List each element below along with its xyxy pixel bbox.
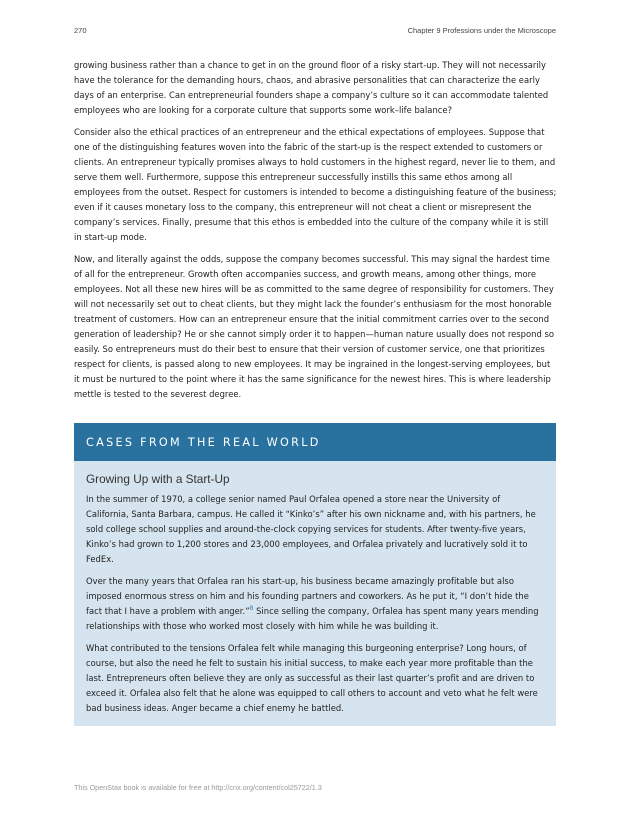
page-number: 270 bbox=[74, 26, 87, 35]
feature-paragraph-text: Over the many years that Orfalea ran his start-up, his business became amazingly profitable but also imposed enormous stress on him and his founding partners and coworkers. As he put it, “I don’t hide the fact that I have a problem with anger.” bbox=[86, 576, 529, 616]
feature-paragraph: What contributed to the tensions Orfalea felt while managing this burgeoning enterprise? Long hours, of course, but also the need he felt to sustain his initial success, to make each year more profitable than the last. Entrepreneurs often believe they are only as successful as their last quarter’s profit and are driven to exceed it. Orfalea also felt that he alone was equipped to call others to account and veto what he felt were bad business ideas. Anger became a chief enemy he battled. bbox=[86, 643, 538, 713]
feature-label: CASES FROM THE REAL WORLD bbox=[86, 435, 321, 449]
footer-note: This OpenStax book is available for free at http://cnx.org/content/col25722/1.3 bbox=[74, 783, 322, 792]
chapter-title: Chapter 9 Professions under the Microscope bbox=[407, 26, 556, 35]
feature-paragraph: In the summer of 1970, a college senior named Paul Orfalea opened a store near the University of California, Santa Barbara, campus. He called it “Kinko’s” after his own nickname and, with his partners, he sold college school supplies and around-the-clock copying services for students. After twenty-five years, Kinko’s had grown to 1,200 stores and 23,000 employees, and Orfalea privately and lucratively sold it to FedEx. bbox=[86, 494, 536, 564]
feature-title: Growing Up with a Start-Up bbox=[86, 472, 230, 486]
feature-header bbox=[74, 423, 556, 461]
footnote-link[interactable]: 8 bbox=[249, 605, 254, 613]
body-paragraph: Now, and literally against the odds, suppose the company becomes successful. This may signal the hardest time of all for the entrepreneur. Growth often accompanies success, and growth means, among other things, more employees. Not all these new hires will be as committed to the same degree of responsibility for customers. They will not necessarily set out to cheat clients, but they might lack the founder’s enthusiasm for the most honorable treatment of customers. How can an entrepreneur ensure that the initial commitment carries over to the second generation of leadership? He or she cannot simply order it to happen—human nature usually does not respond so easily. So entrepreneurs must do their best to ensure that their version of customer service, one that prioritizes respect for clients, is passed along to new employees. It may be ingrained in the longest-serving employees, but it must be nurtured to the point where it has the same significance for the newest hires. This is where leadership mettle is tested to the severest degree. bbox=[74, 254, 555, 399]
feature-paragraph bbox=[86, 574, 544, 634]
main-text bbox=[74, 58, 558, 409]
feature-body bbox=[74, 461, 556, 726]
body-paragraph: Consider also the ethical practices of an entrepreneur and the ethical expectations of employees. Suppose that one of the distinguishing features woven into the fabric of the start-up is the respect extended to customers or clients. An entrepreneur typically promises always to hold customers in the highest regard, never lie to them, and serve them well. Furthermore, suppose this entrepreneur successfully instills this same ethos among all employees from the outset. Respect for customers is intended to become a distinguishing feature of the business; even if it causes monetary loss to the company, this entrepreneur will not cheat a client or misrepresent the company’s services. Finally, presume that this ethos is embedded into the culture of the company while it is still in start-up mode. bbox=[74, 127, 557, 242]
feature-paragraph-text: Since selling the company, Orfalea has spent many years mending relationships with those who worked most closely with him while he was building it. bbox=[86, 606, 539, 631]
case-feature-box bbox=[74, 423, 556, 726]
body-paragraph: growing business rather than a chance to get in on the ground floor of a risky start-up. They will not necessarily have the tolerance for the demanding hours, chaos, and abrasive personalities that can characterize the early days of an enterprise. Can entrepreneurial founders shape a company’s culture so it can accommodate talented employees who are looking for a corporate culture that supports some work–life balance? bbox=[74, 60, 549, 115]
